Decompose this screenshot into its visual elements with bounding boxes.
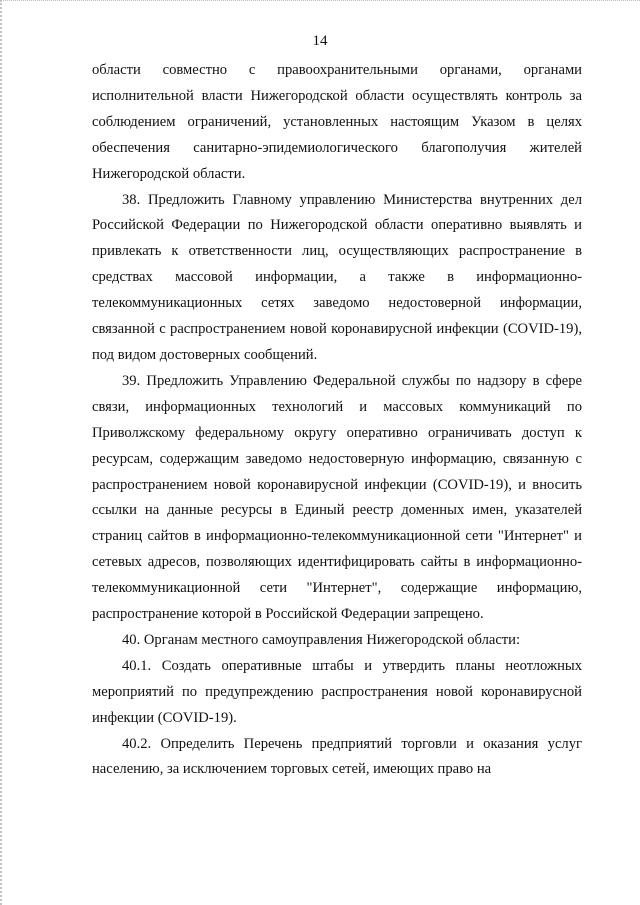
page-number: 14 [312, 33, 328, 49]
paragraph-38: 38. Предложить Главному управлению Министерства внутренних дел Российской Федерации по Нижегородской области оперативно выявлять и привлекать к ответственности лиц, осуществляющих распространение в средствах массовой информации, а также в информационно-телекоммуникационных сетях заведомо недостоверной информации, связанной с распространением новой коронавирусной инфекции (COVID-19), под видом достоверных сообщений. [92, 191, 582, 363]
scan-edge-top [0, 0, 640, 1]
paragraph-40-1: 40.1. Создать оперативные штабы и утвердить планы неотложных мероприятий по предупреждению распространения новой коронавирусной инфекции (COVID-19). [92, 657, 582, 726]
paragraph-40: 40. Органам местного самоуправления Нижегородской области: [122, 631, 521, 648]
document-body [92, 58, 582, 783]
paragraph-40-2: 40.2. Определить Перечень предприятий торговли и оказания услуг населению, за исключением торговых сетей, имеющих право на [92, 735, 582, 778]
paragraph-continuation: области совместно с правоохранительными органами, органами исполнительной власти Нижегородской области осуществлять контроль за соблюдением ограничений, установленных настоящим Указом в целях обеспечения санитарно-эпидемиологического благополучия жителей Нижегородской области. [92, 62, 582, 182]
paragraph-39: 39. Предложить Управлению Федеральной службы по надзору в сфере связи, информационных технологий и массовых коммуникаций по Приволжскому федеральному округу оперативно ограничивать доступ к ресурсам, содержащим заведомо недостоверную информацию, связанную с распространением новой коронавирусной инфекции (COVID-19), и вносить ссылки на данные ресурсы в Единый реестр доменных имен, указателей страниц сайтов в информационно-телекоммуникационной сети "Интернет" и сетевых адресов, позволяющих идентифицировать сайты в информационно-телекоммуникационной сети "Интернет", содержащие информацию, распространение которой в Российской Федерации запрещено. [92, 372, 582, 623]
scan-edge-left [0, 0, 2, 905]
